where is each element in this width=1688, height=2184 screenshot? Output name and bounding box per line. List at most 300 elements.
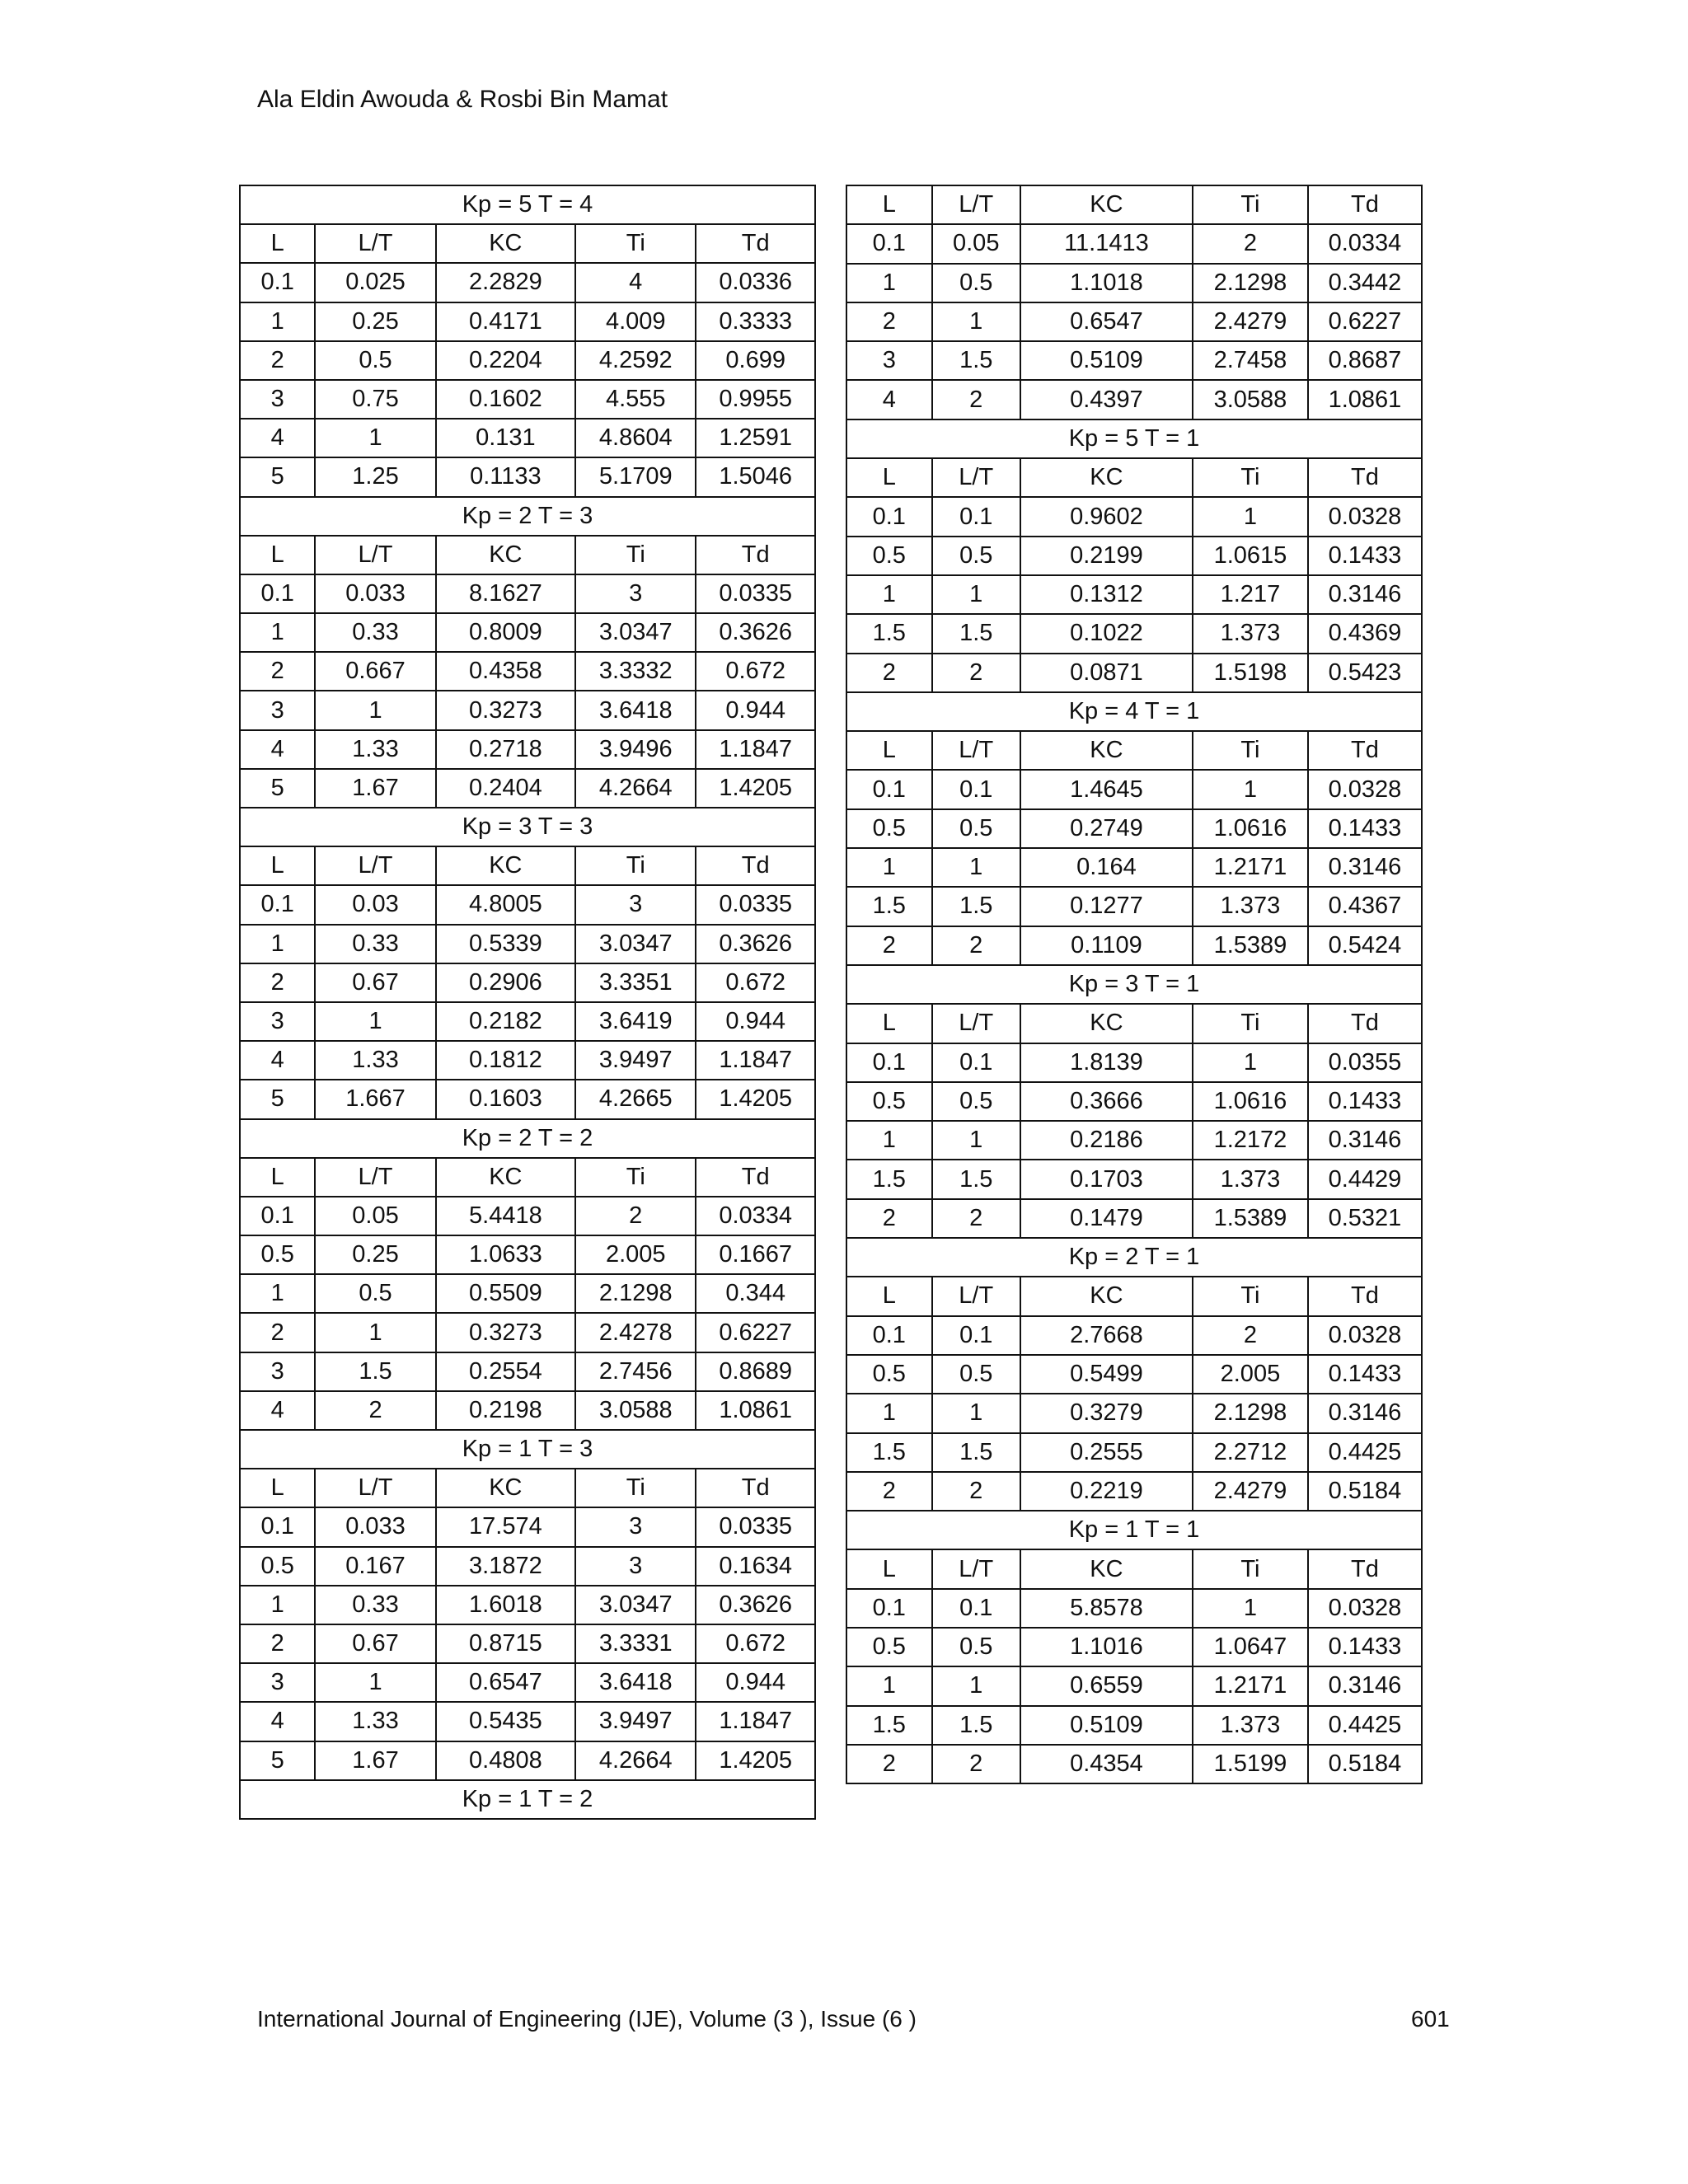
table-cell: 1.4645 [1020, 770, 1193, 808]
table-cell: 0.167 [315, 1547, 435, 1586]
table-cell: 0.2219 [1020, 1472, 1193, 1511]
table-cell: 2 [240, 1624, 315, 1663]
table-row [846, 1199, 1422, 1238]
table-row [846, 1472, 1422, 1511]
table-row [846, 380, 1422, 419]
table-cell: 0.4808 [436, 1741, 576, 1780]
table-cell: 3 [240, 1663, 315, 1702]
table-row [846, 1043, 1422, 1082]
table-cell: 0.3146 [1308, 575, 1422, 614]
table-cell: 0.5184 [1308, 1745, 1422, 1783]
column-header: KC [1020, 1004, 1193, 1043]
table-cell: 0.1603 [436, 1080, 576, 1118]
table-cell: 0.67 [315, 963, 435, 1002]
column-header: L/T [932, 458, 1020, 497]
table-cell: 4 [240, 1702, 315, 1741]
table-cell: 5 [240, 457, 315, 496]
table-cell: 1 [932, 1394, 1020, 1432]
column-header: Td [696, 224, 815, 263]
table-cell: 3 [240, 1352, 315, 1391]
column-header: Td [696, 1158, 815, 1197]
column-header: L [240, 846, 315, 885]
table-cell: 0.1433 [1308, 1082, 1422, 1121]
column-header: Ti [1193, 1004, 1308, 1043]
table-cell: 0.944 [696, 1002, 815, 1041]
table-cell: 1.1847 [696, 1702, 815, 1741]
table-row [240, 1274, 815, 1313]
column-header: Ti [575, 224, 696, 263]
table-row [846, 926, 1422, 965]
table-cell: 0.1433 [1308, 809, 1422, 848]
table-cell: 0.2404 [436, 769, 576, 808]
table-cell: 0.025 [315, 263, 435, 302]
table-cell: 0.5 [932, 1628, 1020, 1666]
table-cell: 1 [846, 1394, 932, 1432]
table-cell: 0.033 [315, 574, 435, 613]
section-title-row [846, 1511, 1422, 1549]
table-cell: 1 [846, 848, 932, 887]
column-header: KC [1020, 458, 1193, 497]
column-header: L/T [315, 224, 435, 263]
table-cell: 0.131 [436, 419, 576, 457]
table-row [846, 1433, 1422, 1472]
table-cell: 2 [240, 652, 315, 691]
table-cell: 1 [932, 302, 1020, 341]
table-cell: 2.005 [1193, 1355, 1308, 1394]
section-title-row [846, 692, 1422, 731]
column-header-row [846, 1004, 1422, 1043]
table-cell: 1.5 [846, 1706, 932, 1745]
table-cell: 0.1109 [1020, 926, 1193, 965]
column-header: Ti [575, 1158, 696, 1197]
column-header: KC [436, 224, 576, 263]
table-cell: 1 [932, 1121, 1020, 1160]
left-table-grid [239, 185, 816, 1820]
table-cell: 0.1 [240, 574, 315, 613]
section-title: Kp = 2 T = 2 [240, 1119, 815, 1158]
column-header: L/T [932, 185, 1020, 224]
section-title: Kp = 2 T = 1 [846, 1238, 1422, 1277]
table-cell: 1.373 [1193, 1706, 1308, 1745]
table-cell: 0.1 [932, 770, 1020, 808]
section-title: Kp = 1 T = 3 [240, 1430, 815, 1469]
table-cell: 2 [846, 1745, 932, 1783]
column-header: Td [1308, 185, 1422, 224]
table-cell: 2 [846, 926, 932, 965]
table-row [240, 885, 815, 924]
table-cell: 1.5198 [1193, 654, 1308, 692]
table-cell: 2.4278 [575, 1313, 696, 1352]
table-row [240, 574, 815, 613]
table-row [846, 302, 1422, 341]
table-cell: 1.25 [315, 457, 435, 496]
table-cell: 3.3351 [575, 963, 696, 1002]
table-cell: 5.1709 [575, 457, 696, 496]
table-cell: 0.2554 [436, 1352, 576, 1391]
table-cell: 0.9602 [1020, 497, 1193, 536]
table-cell: 5 [240, 1080, 315, 1118]
table-cell: 0.2204 [436, 341, 576, 380]
table-cell: 0.2718 [436, 730, 576, 769]
column-header-row [240, 846, 815, 885]
table-cell: 1 [932, 575, 1020, 614]
table-cell: 2.4279 [1193, 302, 1308, 341]
table-cell: 3.1872 [436, 1547, 576, 1586]
table-cell: 3.3332 [575, 652, 696, 691]
column-header-row [846, 1277, 1422, 1315]
table-cell: 1.1847 [696, 730, 815, 769]
table-cell: 4.2665 [575, 1080, 696, 1118]
table-cell: 0.5321 [1308, 1199, 1422, 1238]
table-row [240, 691, 815, 729]
table-cell: 0.03 [315, 885, 435, 924]
table-row [240, 1235, 815, 1274]
table-cell: 0.3146 [1308, 1121, 1422, 1160]
column-header: Td [1308, 731, 1422, 770]
table-cell: 3.9497 [575, 1702, 696, 1741]
column-header-row [240, 1469, 815, 1507]
column-header-row [846, 458, 1422, 497]
table-row [240, 1352, 815, 1391]
table-cell: 0.3333 [696, 302, 815, 341]
table-cell: 1.0861 [1308, 380, 1422, 419]
left-results-table [239, 185, 816, 1820]
section-title: Kp = 2 T = 3 [240, 497, 815, 536]
table-row [846, 1666, 1422, 1705]
table-cell: 1.0616 [1193, 1082, 1308, 1121]
table-cell: 0.5 [240, 1547, 315, 1586]
table-cell: 2 [240, 341, 315, 380]
table-cell: 1.5 [932, 1706, 1020, 1745]
table-row [240, 730, 815, 769]
table-row [846, 887, 1422, 926]
table-cell: 1 [1193, 1043, 1308, 1082]
table-cell: 1 [932, 848, 1020, 887]
table-cell: 0.8687 [1308, 341, 1422, 380]
table-cell: 0.672 [696, 1624, 815, 1663]
table-cell: 1 [846, 575, 932, 614]
table-cell: 0.5 [932, 1355, 1020, 1394]
table-row [240, 925, 815, 963]
table-cell: 3.0347 [575, 613, 696, 652]
table-cell: 0.5 [315, 341, 435, 380]
table-cell: 0.1433 [1308, 1628, 1422, 1666]
table-cell: 1.5389 [1193, 926, 1308, 965]
column-header: L/T [315, 1158, 435, 1197]
table-cell: 0.5 [315, 1274, 435, 1313]
table-cell: 0.3146 [1308, 848, 1422, 887]
table-cell: 0.2199 [1020, 537, 1193, 575]
table-cell: 0.8715 [436, 1624, 576, 1663]
table-cell: 3 [575, 1507, 696, 1546]
table-cell: 1.373 [1193, 887, 1308, 926]
table-cell: 0.0355 [1308, 1043, 1422, 1082]
table-cell: 5.4418 [436, 1197, 576, 1235]
column-header: L [846, 1004, 932, 1043]
table-row [240, 769, 815, 808]
column-header: Td [696, 1469, 815, 1507]
table-cell: 0.672 [696, 652, 815, 691]
table-cell: 0.0328 [1308, 1589, 1422, 1628]
section-title-row [846, 1238, 1422, 1277]
column-header: L [240, 536, 315, 574]
table-cell: 2 [932, 926, 1020, 965]
table-cell: 0.699 [696, 341, 815, 380]
table-cell: 0.1812 [436, 1041, 576, 1080]
table-cell: 0.3626 [696, 613, 815, 652]
column-header: Td [696, 846, 815, 885]
table-cell: 0.5424 [1308, 926, 1422, 965]
table-cell: 0.1277 [1020, 887, 1193, 926]
table-cell: 0.8689 [696, 1352, 815, 1391]
table-cell: 0.8009 [436, 613, 576, 652]
table-row [846, 1316, 1422, 1355]
table-row [240, 1702, 815, 1741]
column-header: L [240, 1158, 315, 1197]
table-row [846, 224, 1422, 263]
table-cell: 0.5423 [1308, 654, 1422, 692]
table-row [240, 1080, 815, 1118]
page-header-authors: Ala Eldin Awouda & Rosbi Bin Mamat [257, 86, 668, 113]
column-header: L/T [932, 1004, 1020, 1043]
column-header: Ti [575, 1469, 696, 1507]
table-cell: 0.33 [315, 1586, 435, 1624]
table-cell: 0.1 [240, 1197, 315, 1235]
table-row [846, 1628, 1422, 1666]
table-row [240, 963, 815, 1002]
column-header: KC [436, 1469, 576, 1507]
column-header: Td [1308, 1004, 1422, 1043]
table-cell: 0.1 [240, 263, 315, 302]
table-cell: 2 [932, 654, 1020, 692]
table-cell: 4.8005 [436, 885, 576, 924]
table-cell: 0.4397 [1020, 380, 1193, 419]
column-header: KC [1020, 731, 1193, 770]
column-header: Ti [575, 536, 696, 574]
table-cell: 2 [846, 1199, 932, 1238]
column-header: Ti [575, 846, 696, 885]
table-cell: 1.0647 [1193, 1628, 1308, 1666]
table-row [240, 1002, 815, 1041]
table-cell: 0.75 [315, 380, 435, 419]
table-cell: 2.4279 [1193, 1472, 1308, 1511]
table-cell: 0.1312 [1020, 575, 1193, 614]
table-cell: 3.0347 [575, 1586, 696, 1624]
table-cell: 5.8578 [1020, 1589, 1193, 1628]
section-title-row [240, 1780, 815, 1819]
table-cell: 0.944 [696, 691, 815, 729]
table-cell: 1.373 [1193, 614, 1308, 653]
table-cell: 1 [240, 613, 315, 652]
table-row [846, 537, 1422, 575]
table-cell: 0.4367 [1308, 887, 1422, 926]
table-cell: 5 [240, 1741, 315, 1780]
column-header: Ti [1193, 185, 1308, 224]
column-header: L/T [315, 1469, 435, 1507]
section-title-row [240, 497, 815, 536]
table-cell: 0.6227 [1308, 302, 1422, 341]
right-table-grid [846, 185, 1423, 1784]
table-cell: 0.0335 [696, 885, 815, 924]
table-cell: 0.25 [315, 1235, 435, 1274]
table-cell: 4 [240, 1391, 315, 1430]
table-cell: 0.5109 [1020, 341, 1193, 380]
table-cell: 0.2906 [436, 963, 576, 1002]
table-cell: 1 [846, 264, 932, 302]
table-row [846, 497, 1422, 536]
column-header: KC [436, 1158, 576, 1197]
table-cell: 0.5499 [1020, 1355, 1193, 1394]
table-cell: 1.5 [932, 887, 1020, 926]
table-cell: 0.1 [240, 1507, 315, 1546]
table-cell: 2 [932, 380, 1020, 419]
section-title-row [240, 1430, 815, 1469]
table-cell: 0.1133 [436, 457, 576, 496]
right-results-table [846, 185, 1423, 1784]
table-cell: 1 [315, 691, 435, 729]
table-cell: 1 [240, 1586, 315, 1624]
table-cell: 0.5 [932, 264, 1020, 302]
column-header-row [240, 1158, 815, 1197]
table-cell: 1.4205 [696, 1080, 815, 1118]
table-cell: 1.373 [1193, 1160, 1308, 1198]
table-row [240, 1586, 815, 1624]
table-cell: 0.033 [315, 1507, 435, 1546]
column-header: KC [436, 536, 576, 574]
table-row [846, 1706, 1422, 1745]
table-cell: 1.0616 [1193, 809, 1308, 848]
table-cell: 1.5 [932, 341, 1020, 380]
table-cell: 1 [240, 302, 315, 341]
table-cell: 0.1433 [1308, 1355, 1422, 1394]
table-cell: 5 [240, 769, 315, 808]
table-cell: 0.6547 [1020, 302, 1193, 341]
table-cell: 1.2171 [1193, 1666, 1308, 1705]
table-cell: 0.4425 [1308, 1433, 1422, 1472]
table-row [240, 1624, 815, 1663]
table-cell: 0.6227 [696, 1313, 815, 1352]
table-row [846, 1160, 1422, 1198]
table-cell: 3.6418 [575, 691, 696, 729]
table-cell: 0.3279 [1020, 1394, 1193, 1432]
table-cell: 0.0328 [1308, 1316, 1422, 1355]
table-row [240, 1741, 815, 1780]
table-cell: 0.4425 [1308, 1706, 1422, 1745]
table-row [240, 380, 815, 419]
table-cell: 0.33 [315, 925, 435, 963]
table-cell: 1.5 [315, 1352, 435, 1391]
table-cell: 3 [575, 1547, 696, 1586]
column-header: L [846, 458, 932, 497]
table-cell: 0.05 [315, 1197, 435, 1235]
table-cell: 0.5 [846, 1082, 932, 1121]
table-row [240, 1547, 815, 1586]
column-header: KC [1020, 1277, 1193, 1315]
table-cell: 0.3442 [1308, 264, 1422, 302]
table-cell: 4 [240, 1041, 315, 1080]
table-cell: 1.5 [932, 614, 1020, 653]
table-cell: 0.0334 [696, 1197, 815, 1235]
table-cell: 0.2555 [1020, 1433, 1193, 1472]
column-header: Td [696, 536, 815, 574]
table-cell: 1.5389 [1193, 1199, 1308, 1238]
table-cell: 2 [932, 1199, 1020, 1238]
table-cell: 0.672 [696, 963, 815, 1002]
table-cell: 0.33 [315, 613, 435, 652]
table-cell: 2 [240, 963, 315, 1002]
table-cell: 1.5046 [696, 457, 815, 496]
table-cell: 4.2664 [575, 769, 696, 808]
column-header: Ti [1193, 1277, 1308, 1315]
page-footer-journal: International Journal of Engineering (IJE), Volume (3 ), Issue (6 ) [257, 2006, 917, 2032]
table-row [240, 457, 815, 496]
table-row [240, 1663, 815, 1702]
table-row [240, 652, 815, 691]
table-cell: 0.5 [846, 1355, 932, 1394]
column-header: L [240, 224, 315, 263]
column-header: Td [1308, 458, 1422, 497]
table-cell: 0.1602 [436, 380, 576, 419]
table-row [846, 264, 1422, 302]
table-cell: 4.555 [575, 380, 696, 419]
table-cell: 0.5435 [436, 1702, 576, 1741]
table-cell: 0.4358 [436, 652, 576, 691]
table-cell: 1.0633 [436, 1235, 576, 1274]
section-title: Kp = 5 T = 1 [846, 419, 1422, 458]
column-header: L [846, 185, 932, 224]
table-cell: 0.4429 [1308, 1160, 1422, 1198]
table-cell: 2 [1193, 1316, 1308, 1355]
table-cell: 0.1 [932, 1589, 1020, 1628]
table-cell: 0.0871 [1020, 654, 1193, 692]
table-cell: 0.5 [932, 1082, 1020, 1121]
table-cell: 1.33 [315, 1041, 435, 1080]
table-cell: 3 [240, 380, 315, 419]
table-cell: 3 [240, 691, 315, 729]
table-cell: 0.5109 [1020, 1706, 1193, 1745]
column-header: L/T [932, 731, 1020, 770]
table-cell: 0.2182 [436, 1002, 576, 1041]
column-header: Td [1308, 1549, 1422, 1588]
table-cell: 2.1298 [1193, 1394, 1308, 1432]
column-header-row [240, 224, 815, 263]
table-cell: 0.05 [932, 224, 1020, 263]
table-cell: 2 [575, 1197, 696, 1235]
table-cell: 3 [240, 1002, 315, 1041]
table-cell: 3.9497 [575, 1041, 696, 1080]
column-header-row [846, 731, 1422, 770]
table-cell: 1.2591 [696, 419, 815, 457]
section-title: Kp = 4 T = 1 [846, 692, 1422, 731]
table-cell: 1.1847 [696, 1041, 815, 1080]
table-row [240, 613, 815, 652]
table-cell: 0.1703 [1020, 1160, 1193, 1198]
table-cell: 0.1 [846, 497, 932, 536]
table-cell: 0.0336 [696, 263, 815, 302]
table-row [240, 1313, 815, 1352]
table-cell: 0.1 [846, 1589, 932, 1628]
table-row [240, 1197, 815, 1235]
table-cell: 0.4354 [1020, 1745, 1193, 1783]
table-cell: 0.4171 [436, 302, 576, 341]
table-cell: 0.0328 [1308, 497, 1422, 536]
table-cell: 0.3666 [1020, 1082, 1193, 1121]
table-cell: 0.164 [1020, 848, 1193, 887]
table-cell: 0.3273 [436, 1313, 576, 1352]
section-title-row [240, 1119, 815, 1158]
table-cell: 0.5184 [1308, 1472, 1422, 1511]
table-cell: 1.4205 [696, 1741, 815, 1780]
